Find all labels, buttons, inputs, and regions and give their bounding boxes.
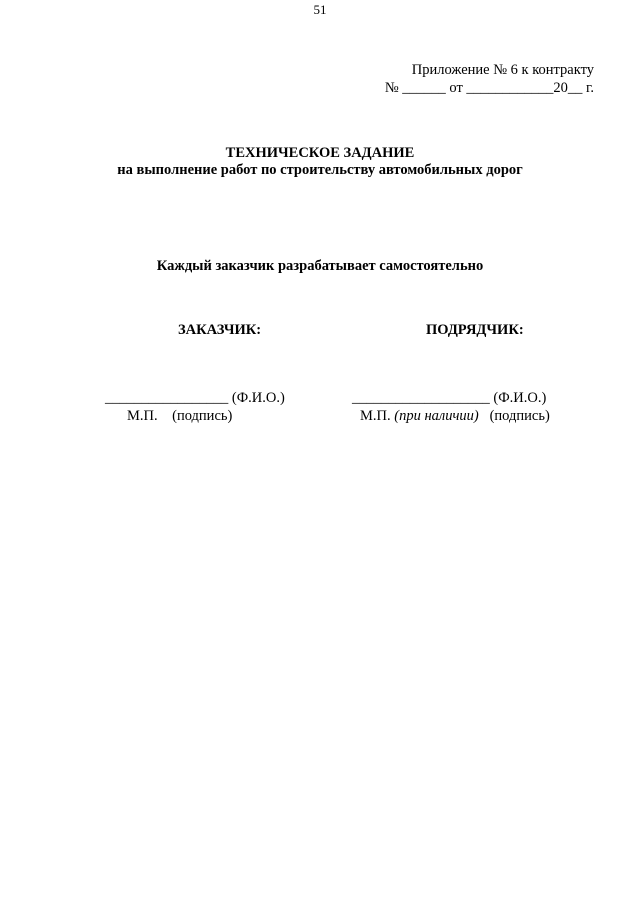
customer-heading: ЗАКАЗЧИК: — [178, 322, 262, 338]
customer-signature-line: _________________ (Ф.И.О.) — [105, 390, 285, 406]
customer-signature-caption — [127, 408, 232, 425]
contractor-signature-label: (подпись) — [489, 408, 550, 424]
customer-stamp-label: М.П. — [127, 408, 158, 424]
contractor-stamp-label: М.П. — [360, 408, 391, 424]
contractor-heading: ПОДРЯДЧИК: — [426, 322, 524, 338]
appendix-number-line: № ______ от ____________20__ г. — [384, 80, 594, 96]
contractor-stamp-note: (при наличии) — [394, 408, 479, 424]
contractor-signature-caption — [360, 408, 550, 425]
customer-signature-label: (подпись) — [172, 408, 233, 424]
document-title: ТЕХНИЧЕСКОЕ ЗАДАНИЕ — [225, 145, 415, 161]
contractor-signature-line: ___________________ (Ф.И.О.) — [352, 390, 547, 406]
body-note: Каждый заказчик разрабатывает самостоятельно — [156, 258, 484, 274]
page-number: 51 — [313, 2, 327, 17]
appendix-title: Приложение № 6 к контракту — [411, 62, 594, 78]
document-subtitle: на выполнение работ по строительству автомобильных дорог — [117, 162, 523, 178]
